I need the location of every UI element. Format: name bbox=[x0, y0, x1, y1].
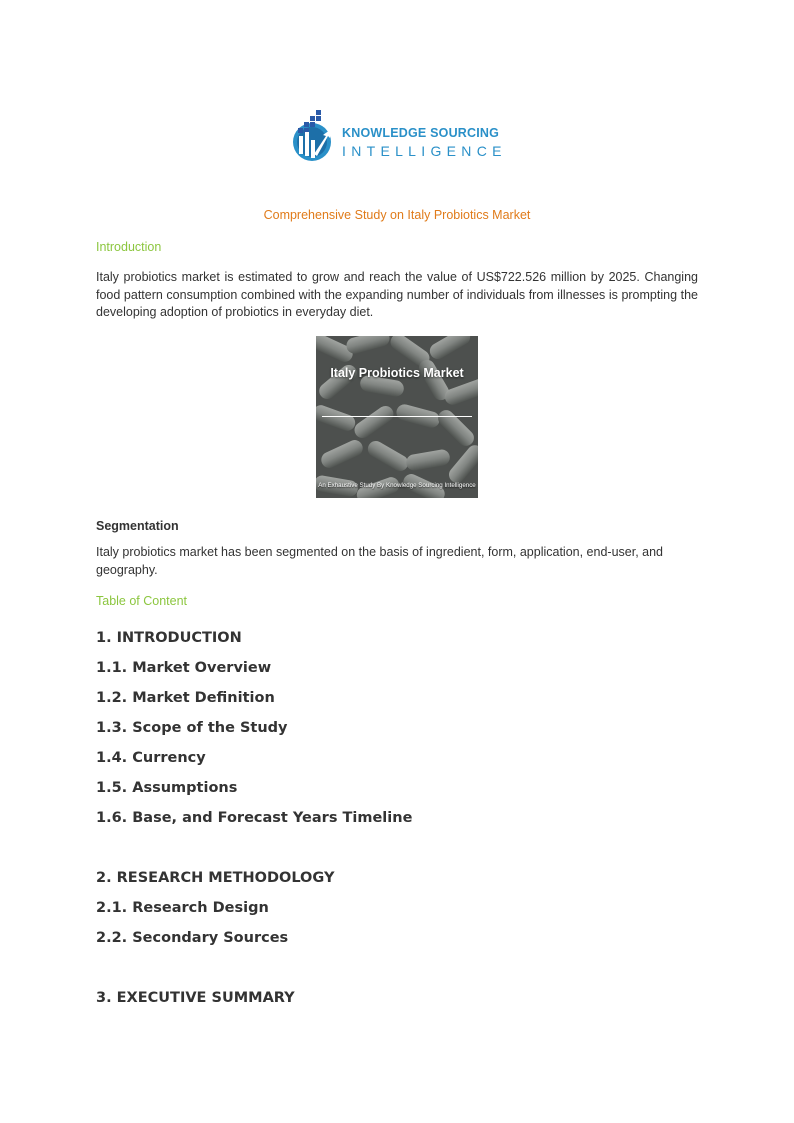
toc-item: 1.2. Market Definition bbox=[96, 690, 275, 706]
toc-item: 1.4. Currency bbox=[96, 750, 206, 766]
segmentation-heading: Segmentation bbox=[96, 519, 179, 533]
image-divider bbox=[322, 416, 472, 417]
introduction-paragraph: Italy probiotics market is estimated to grow and reach the value of US$722.526 million by 2025. Changing food pattern consumption combined with the expanding number of individuals from illnesses is prompting the developing adoption of probiotics in everyday diet. bbox=[96, 270, 698, 319]
image-caption: An Exhaustive Study By Knowledge Sourcing Intelligence bbox=[318, 482, 476, 489]
toc-item: 1.6. Base, and Forecast Years Timeline bbox=[96, 810, 413, 826]
toc-item: 2. RESEARCH METHODOLOGY bbox=[96, 870, 335, 886]
logo-text-line2: INTELLIGENCE bbox=[342, 143, 507, 159]
toc-item: 1.5. Assumptions bbox=[96, 780, 238, 796]
toc-item: 2.1. Research Design bbox=[96, 900, 269, 916]
toc-item: 2.2. Secondary Sources bbox=[96, 930, 289, 946]
toc-item: 1. INTRODUCTION bbox=[96, 630, 242, 646]
image-title: Italy Probiotics Market bbox=[330, 366, 464, 380]
toc-item: 3. EXECUTIVE SUMMARY bbox=[96, 990, 295, 1006]
logo-text-line1: KNOWLEDGE SOURCING bbox=[342, 126, 500, 140]
toc-item: 1.3. Scope of the Study bbox=[96, 720, 288, 736]
company-logo bbox=[290, 106, 510, 166]
capsules-background bbox=[316, 336, 478, 498]
document-title: Comprehensive Study on Italy Probiotics Market bbox=[263, 208, 531, 222]
toc-item: 1.1. Market Overview bbox=[96, 660, 272, 676]
toc-heading: Table of Content bbox=[96, 594, 188, 608]
bar-chart-arrow-logo-icon bbox=[290, 106, 340, 166]
introduction-heading: Introduction bbox=[96, 240, 162, 254]
segmentation-paragraph: Italy probiotics market has been segmented on the basis of ingredient, form, application, end-user, and geography. bbox=[96, 545, 663, 577]
probiotics-capsules-image bbox=[316, 336, 478, 498]
